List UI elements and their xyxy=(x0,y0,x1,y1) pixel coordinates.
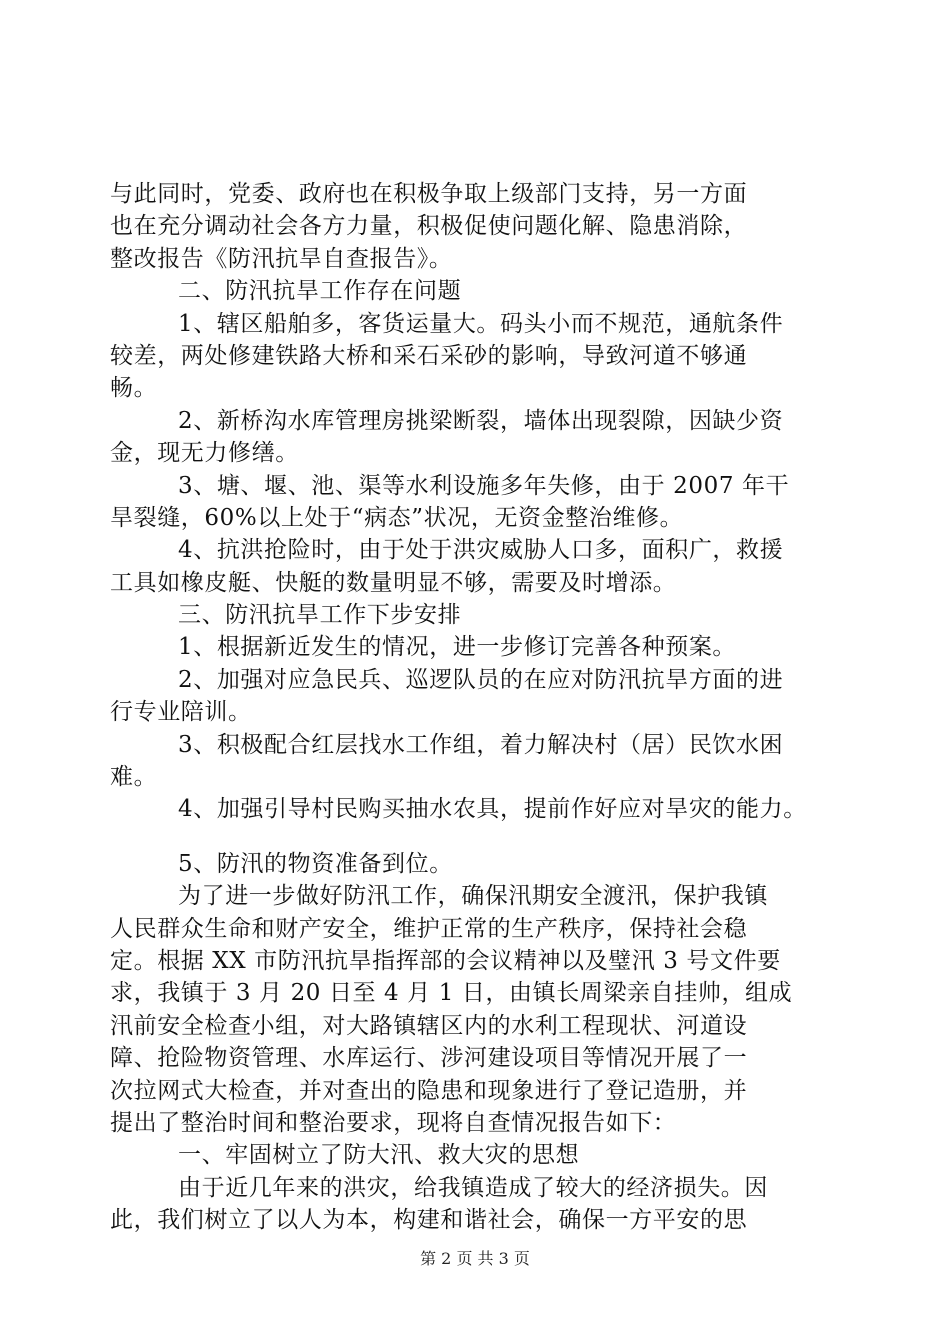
text-line: 定。根据 XX 市防汛抗旱指挥部的会议精神以及璧汛 3 号文件要 xyxy=(110,947,781,974)
text-line: 此，我们树立了以人为本，构建和谐社会，确保一方平安的思 xyxy=(110,1207,748,1234)
text-line: 行专业陪训。 xyxy=(110,699,252,726)
text-line: 为了进一步做好防汛工作，确保汛期安全渡汛，保护我镇 xyxy=(178,883,768,910)
section-heading: 一、牢固树立了防大汛、救大灾的思想 xyxy=(178,1142,580,1169)
text-line: 工具如橡皮艇、快艇的数量明显不够，需要及时增添。 xyxy=(110,569,677,596)
text-line: 与此同时，党委、政府也在积极争取上级部门支持，另一方面 xyxy=(110,181,748,207)
text-line: 次拉网式大检查，并对查出的隐患和现象进行了登记造册，并 xyxy=(110,1077,748,1104)
text-line: 提出了整治时间和整治要求，现将自查情况报告如下： xyxy=(110,1109,677,1136)
text-line: 4、抗洪抢险时，由于处于洪灾威胁人口多，面积广，救援 xyxy=(178,537,784,564)
section-heading: 二、防汛抗旱工作存在问题 xyxy=(178,278,462,305)
text-line: 人民群众生命和财产安全，维护正常的生产秩序，保持社会稳 xyxy=(110,915,748,942)
text-line: 汛前安全检查小组，对大路镇辖区内的水利工程现状、河道设 xyxy=(110,1012,748,1039)
text-line: 1、根据新近发生的情况，进一步修订完善各种预案。 xyxy=(178,634,737,661)
text-line: 5、防汛的物资准备到位。 xyxy=(178,850,453,877)
text-line: 也在充分调动社会各方力量，积极促使问题化解、隐患消除， xyxy=(110,213,748,240)
section-heading: 三、防汛抗旱工作下步安排 xyxy=(178,602,462,629)
text-line: 金，现无力修缮。 xyxy=(110,440,299,467)
text-line: 整改报告《防汛抗旱自查报告》。 xyxy=(110,245,453,272)
text-line: 2、加强对应急民兵、巡逻队员的在应对防汛抗旱方面的进 xyxy=(178,666,784,693)
text-line: 难。 xyxy=(110,764,158,791)
text-line: 2、新桥沟水库管理房挑梁断裂，墙体出现裂隙，因缺少资 xyxy=(178,407,784,434)
paragraph-gap xyxy=(110,826,850,848)
text-line: 较差，两处修建铁路大桥和采石采砂的影响，导致河道不够通 xyxy=(110,342,748,369)
page-number: 第 2 页 共 3 页 xyxy=(420,1249,530,1268)
text-line: 畅。 xyxy=(110,375,158,402)
text-line: 1、辖区船舶多，客货运量大。码头小而不规范，通航条件 xyxy=(178,310,784,337)
text-line: 求，我镇于 3 月 20 日至 4 月 1 日，由镇长周梁亲自挂帅，组成 xyxy=(110,980,793,1007)
text-line: 3、积极配合红层找水工作组，着力解决村（居）民饮水困 xyxy=(178,731,784,758)
text-line: 障、抢险物资管理、水库运行、涉河建设项目等情况开展了一 xyxy=(110,1045,748,1072)
text-line: 4、加强引导村民购买抽水农具，提前作好应对旱灾的能力。 xyxy=(178,796,807,823)
text-line: 3、塘、堰、池、渠等水利设施多年失修，由于 2007 年干 xyxy=(178,472,790,499)
document-body xyxy=(110,178,850,1237)
text-line: 由于近几年来的洪灾，给我镇造成了较大的经济损失。因 xyxy=(178,1174,768,1201)
text-line: 旱裂缝，60%以上处于“病态”状况，无资金整治维修。 xyxy=(110,504,684,531)
